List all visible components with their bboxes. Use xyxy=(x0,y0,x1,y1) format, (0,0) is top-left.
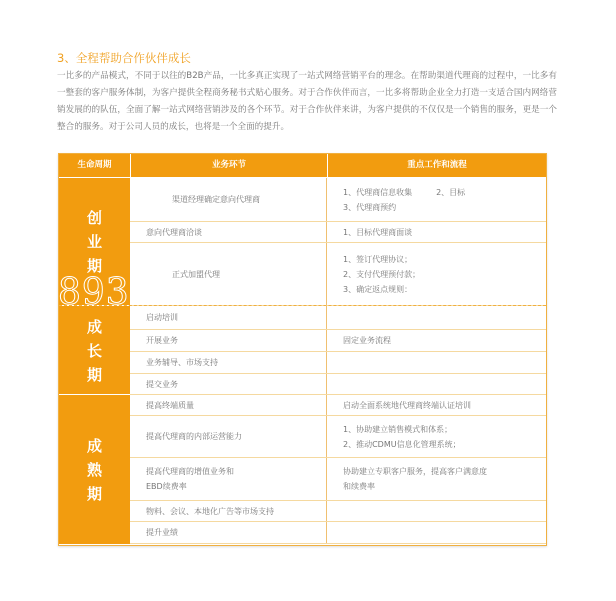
step-cell: 业务辅导、市场支持 xyxy=(130,352,327,373)
work-cell xyxy=(327,458,546,500)
phase-char: 成 xyxy=(86,436,102,455)
header-step: 业务环节 xyxy=(131,154,328,177)
table-row xyxy=(130,458,546,501)
step-cell: 意向代理商洽谈 xyxy=(130,222,327,242)
table-row xyxy=(130,416,546,458)
phase-char: 长 xyxy=(86,341,102,360)
work-line: 2、支付代理预付款； xyxy=(343,269,421,279)
phase-char: 期 xyxy=(86,257,102,275)
table-row xyxy=(130,222,546,243)
lifecycle-table xyxy=(58,153,547,546)
work-line: 1、目标代理商面谈 xyxy=(343,227,413,237)
work-line: 1、代理商信息收集 2、目标 xyxy=(343,187,466,197)
work-line: 1、协助建立销售模式和体系； xyxy=(343,424,453,434)
table-row xyxy=(130,306,546,330)
work-line: 3、确定返点规则： xyxy=(343,284,413,294)
work-cell xyxy=(327,330,546,351)
table-row xyxy=(130,374,546,395)
work-cell xyxy=(327,416,546,457)
phase-char: 业 xyxy=(86,233,102,251)
table-row xyxy=(130,330,546,352)
phase-char: 期 xyxy=(86,484,102,503)
step-cell: 正式加盟代理 xyxy=(130,243,327,305)
work-cell xyxy=(327,374,546,394)
work-cell xyxy=(327,178,546,221)
phase-char: 期 xyxy=(86,365,102,384)
work-cell xyxy=(327,522,546,543)
header-lifecycle: 生命周期 xyxy=(59,154,131,177)
step-cell: 提高代理商的增值业务和 EBD续费率 xyxy=(130,458,327,500)
work-line: 和续费率 xyxy=(343,482,375,491)
step-cell: 提升业绩 xyxy=(130,522,327,543)
phase-label xyxy=(59,395,130,544)
table-row xyxy=(130,178,546,222)
work-cell xyxy=(327,395,546,415)
table-row xyxy=(130,501,546,522)
phase-char: 成 xyxy=(86,317,102,336)
work-cell xyxy=(327,352,546,373)
phase-label xyxy=(59,306,130,395)
work-line: 3、代理商预约 xyxy=(343,202,397,212)
work-line: 2、推动CDMU信息化管理系统； xyxy=(343,439,461,449)
header-work: 重点工作和流程 xyxy=(407,160,467,170)
section-heading: 3、全程帮助合作伙伴成长 xyxy=(57,51,191,65)
step-cell: 提交业务 xyxy=(130,374,327,394)
watermark: 893 xyxy=(58,272,130,313)
work-cell xyxy=(327,222,546,242)
phase-char: 创 xyxy=(86,209,102,227)
table-row xyxy=(130,395,546,416)
table-row xyxy=(130,243,546,306)
step-cell: 提高终端质量 xyxy=(130,395,327,415)
work-line: 启动全面系统地代理商终端认证培训 xyxy=(343,400,471,410)
step-cell: 开展业务 xyxy=(130,330,327,351)
step-cell: 渠道经理确定意向代理商 xyxy=(130,178,327,221)
intro-paragraph: 一比多的产品模式，不同于以往的B2B产品，一比多真正实现了一站式网络营销平台的理念。在帮助渠道代理商的过程中，一比多有一整套的客户服务体制，为客户提供全程商务秘书式贴心服务。对于合作伙伴而言，一比多将帮助企业全力打造一支适合国内网络营销发展的的队伍，全面了解一站式网络营销涉及的各个环节。对于合作伙伴来讲，为客户提供的不仅仅是一个销售的服务，更是一个整合的服务。对于公司人员的成长，也将是一个全面的提升。 xyxy=(57,71,557,132)
work-cell xyxy=(327,501,546,521)
table-row xyxy=(130,352,546,374)
step-cell: 物料、会议、本地化广告等市场支持 xyxy=(130,501,327,521)
phase-char: 熟 xyxy=(86,460,102,479)
dashed-divider xyxy=(59,305,546,306)
table-header xyxy=(59,154,546,177)
step-cell: 提高代理商的内部运营能力 xyxy=(130,416,327,457)
work-line: 协助建立专职客户服务，提高客户满意度 xyxy=(343,467,487,476)
work-cell xyxy=(327,306,546,329)
work-cell xyxy=(327,243,546,305)
work-line: 1、签订代理协议； xyxy=(343,254,413,264)
table-row xyxy=(130,522,546,544)
step-cell: 启动培训 xyxy=(130,306,327,329)
work-line: 固定业务流程 xyxy=(343,336,391,345)
